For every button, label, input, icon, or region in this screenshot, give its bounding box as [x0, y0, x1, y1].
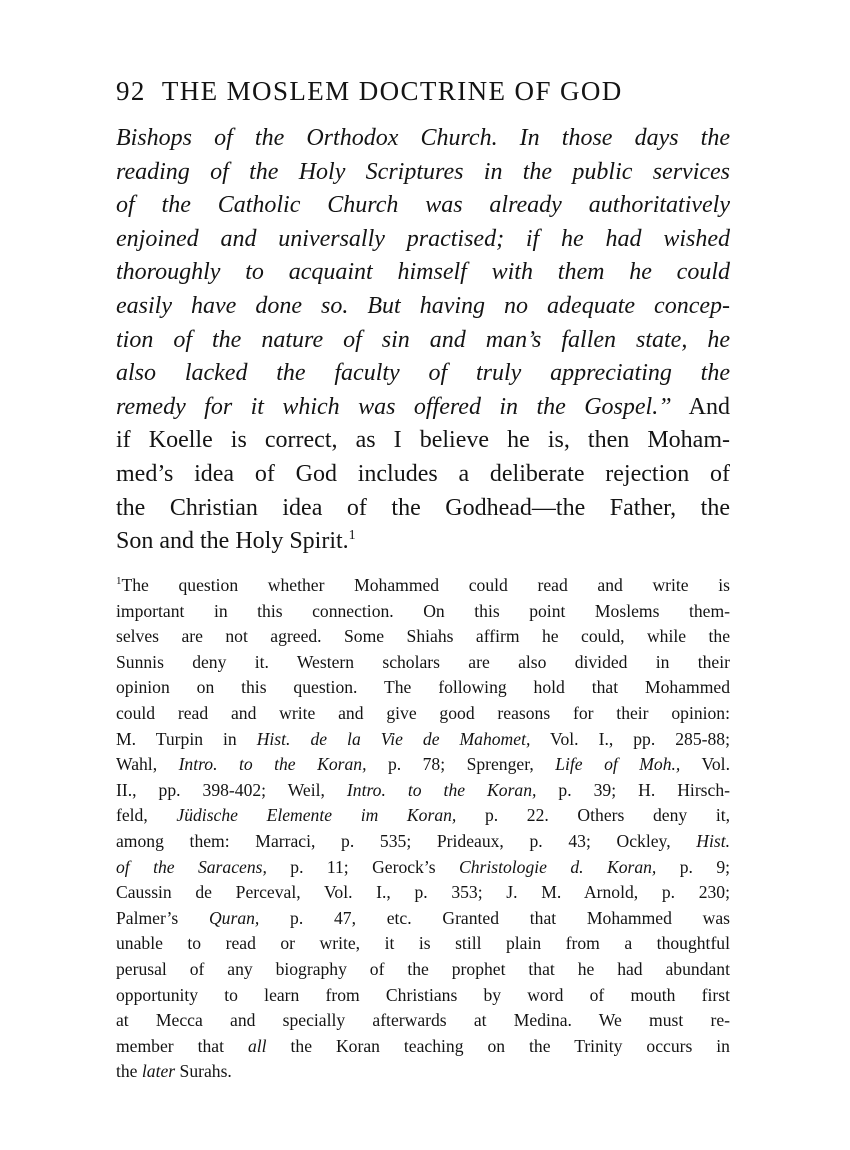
footnote-line: [116, 1008, 730, 1034]
footnote-line: [116, 573, 730, 599]
body-line: [116, 492, 730, 526]
footnote-reference: 1: [348, 528, 356, 544]
footnote-text-run: II., pp. 398-402; Weil,: [116, 779, 347, 800]
body-line: [116, 156, 730, 190]
cited-title: Life of Moh.,: [555, 754, 681, 775]
footnote-marker: 1: [116, 575, 122, 588]
footnote-line: [116, 803, 730, 829]
body-line: [116, 458, 730, 492]
footnote-text-run: Wahl,: [116, 754, 179, 775]
body-text-run: Son and the Holy Spirit.: [116, 528, 349, 555]
footnote-text-run: selves are not agreed. Some Shiahs affirm he could, while the: [116, 626, 730, 647]
cited-title: Jüdische Elemente im Koran,: [176, 805, 457, 826]
body-line: [116, 357, 730, 391]
body-line: [116, 525, 730, 559]
footnote: [116, 573, 730, 1085]
footnote-text-run: the Koran teaching on the Trinity occurs in: [266, 1035, 730, 1056]
body-line: [116, 122, 730, 156]
footnote-line: [116, 727, 730, 753]
page-number: 92: [116, 76, 146, 106]
footnote-line: [116, 983, 730, 1009]
body-line: [116, 189, 730, 223]
cited-title: Christologie d. Koran,: [459, 856, 657, 877]
footnote-text-run: Vol.: [680, 754, 730, 775]
body-line: [116, 424, 730, 458]
footnote-text-run: p. 11; Gerock’s: [266, 856, 459, 877]
footnote-text-run: p. 9;: [656, 856, 731, 877]
footnote-line: [116, 675, 730, 701]
footnote-text-run: unable to read or write, it is still plain from a thoughtful: [116, 933, 730, 954]
footnote-text-run: Caussin de Perceval, Vol. I., p. 353; J. M. Arnold, p. 230;: [116, 882, 730, 903]
footnote-line: [116, 931, 730, 957]
body-line: [116, 290, 730, 324]
cited-title: later: [141, 1061, 176, 1082]
cited-title: Hist.: [696, 830, 730, 851]
footnote-text-run: opinion on this question. The following hold that Mohammed: [116, 677, 730, 698]
footnote-text-run: M. Turpin in: [116, 728, 257, 749]
footnote-line: [116, 880, 730, 906]
body-text: [116, 122, 730, 559]
footnote-text-run: The question whether Mohammed could read and write is: [121, 575, 730, 595]
footnote-text-run: the: [116, 1061, 142, 1082]
footnote-text-run: member that: [116, 1035, 248, 1056]
footnote-text-run: important in this connection. On this point Moslems them-: [116, 600, 730, 621]
footnote-text-run: p. 78; Sprenger,: [366, 754, 556, 775]
footnote-text-run: feld,: [116, 805, 177, 826]
quotation-text: also lacked the faculty of truly appreciating the: [116, 360, 730, 387]
cited-title: of the Saracens,: [116, 856, 267, 877]
body-text-run: if Koelle is correct, as I believe he is, then Moham-: [116, 427, 730, 454]
cited-title: Intro. to the Koran,: [346, 779, 537, 800]
footnote-line: [116, 752, 730, 778]
body-line: [116, 391, 730, 425]
footnote-text-run: p. 47, etc. Granted that Mohammed was: [259, 907, 731, 928]
footnote-line: [116, 1059, 730, 1085]
quotation-text: thoroughly to acquaint himself with them he could: [116, 259, 730, 286]
body-text-run: the Christian idea of the Godhead—the Father, the: [116, 494, 730, 521]
footnote-line: [116, 701, 730, 727]
footnote-line: [116, 650, 730, 676]
footnote-line: [116, 829, 730, 855]
footnote-text-run: among them: Marraci, p. 535; Prideaux, p. 43; Ockley,: [116, 830, 697, 851]
footnote-text-run: at Mecca and specially afterwards at Medina. We must re-: [116, 1010, 730, 1031]
footnote-line: [116, 1034, 730, 1060]
footnote-line: [116, 855, 730, 881]
quotation-text: reading of the Holy Scriptures in the public services: [116, 158, 730, 185]
cited-title: all: [247, 1035, 267, 1056]
quotation-text: remedy for it which was offered in the Gospel.”: [116, 393, 672, 420]
footnote-text-run: Vol. I., pp. 285-88;: [530, 728, 730, 749]
footnote-line: [116, 624, 730, 650]
footnote-text-run: Surahs.: [175, 1061, 232, 1082]
quotation-text: enjoined and universally practised; if he had wished: [116, 225, 730, 252]
cited-title: Quran,: [208, 907, 260, 928]
footnote-text-run: p. 22. Others deny it,: [456, 805, 730, 826]
footnote-text-run: Sunnis deny it. Western scholars are also divided in their: [116, 651, 730, 672]
footnote-text-run: p. 39; H. Hirsch-: [536, 779, 730, 800]
body-line: [116, 256, 730, 290]
running-header: [116, 74, 736, 108]
quotation-text: of the Catholic Church was already authoritatively: [116, 192, 730, 219]
quotation-text: Bishops of the Orthodox Church. In those days the: [116, 125, 730, 151]
body-line: [116, 324, 730, 358]
quotation-text: tion of the nature of sin and man’s fallen state, he: [116, 326, 730, 353]
running-title: THE MOSLEM DOCTRINE OF GOD: [161, 76, 623, 106]
body-line: [116, 223, 730, 257]
quotation-text: easily have done so. But having no adequate concep-: [116, 292, 730, 319]
cited-title: Hist. de la Vie de Mahomet,: [256, 728, 531, 749]
cited-title: Intro. to the Koran,: [178, 754, 367, 775]
footnote-text-run: Palmer’s: [116, 907, 209, 928]
footnote-line: [116, 778, 730, 804]
footnote-line: [116, 957, 730, 983]
footnote-text-run: perusal of any biography of the prophet that he had abundant: [116, 958, 730, 979]
footnote-line: [116, 599, 730, 625]
body-text-run: med’s idea of God includes a deliberate rejection of: [116, 460, 730, 487]
body-text-run: And: [671, 393, 730, 420]
footnote-text-run: could read and write and give good reasons for their opinion:: [116, 702, 730, 723]
footnote-line: [116, 906, 730, 932]
footnote-text-run: opportunity to learn from Christians by word of mouth first: [116, 984, 730, 1005]
